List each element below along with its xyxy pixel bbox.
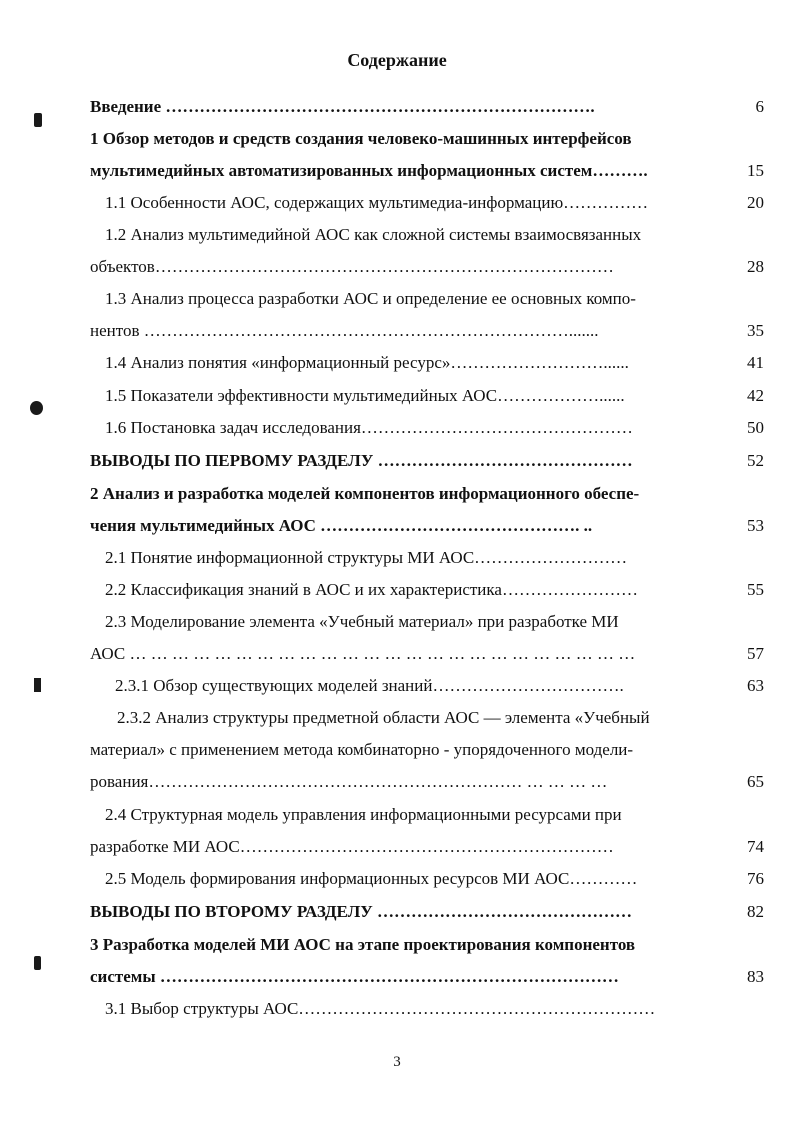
toc-page-2-3-2: 65 [747, 772, 764, 791]
toc-page-2-4: 74 [747, 837, 764, 856]
toc-line-2-4-cont: разработке МИ АОС………………………………………………………… [90, 837, 614, 856]
toc-line-conclusions-1: ВЫВОДЫ ПО ПЕРВОМУ РАЗДЕЛУ ……………………………………… [90, 451, 633, 470]
toc-page-conclusions-2: 82 [747, 902, 764, 921]
toc-line-chapter-3: 3 Разработка моделей МИ АОС на этапе проектирования компонентов [90, 935, 636, 954]
toc-line-1-2: 1.2 Анализ мультимедийной АОС как сложной системы взаимосвязанных [105, 225, 642, 244]
scan-speck [30, 401, 43, 415]
toc-page-1-2: 28 [747, 257, 764, 276]
toc-page-conclusions-1: 52 [747, 451, 764, 470]
toc-line-2-3-1: 2.3.1 Обзор существующих моделей знаний……………………………. [115, 676, 624, 695]
toc-line-1-4: 1.4 Анализ понятия «информационный ресурс»………………………...... [105, 353, 629, 372]
toc-line-1-5: 1.5 Показатели эффективности мультимедийных АОС………………...... [105, 386, 625, 405]
toc-line-2-2: 2.2 Классификация знаний в АОС и их характеристика…………………… [105, 580, 638, 599]
toc-line-2-3-2-cont2: рования………………………………………………………… … … … … [90, 772, 608, 791]
toc-line-chapter-1-cont: мультимедийных автоматизированных информационных систем………. [90, 161, 648, 180]
toc-line-chapter-2-cont: чения мультимедийных АОС ………………………………………. .. [90, 516, 593, 535]
toc-page-1-1: 20 [747, 193, 764, 212]
toc-page-2-2: 55 [747, 580, 764, 599]
toc-line-1-2-cont: объектов……………………………………………………………………… [90, 257, 614, 276]
toc-line-2-3-2: 2.3.2 Анализ структуры предметной области АОС — элемента «Учебный [117, 708, 650, 727]
toc-page-2-3-1: 63 [747, 676, 764, 695]
toc-line-2-3-cont: АОС … … … … … … … … … … … … … … … … … … … … … … … … [90, 644, 636, 663]
toc-page-chapter-2: 53 [747, 516, 764, 535]
toc-line-conclusions-2: ВЫВОДЫ ПО ВТОРОМУ РАЗДЕЛУ ……………………………………… [90, 902, 633, 921]
toc-page-chapter-3: 83 [747, 967, 764, 986]
toc-line-2-3: 2.3 Моделирование элемента «Учебный материал» при разработке МИ [105, 612, 619, 631]
scan-speck [34, 113, 42, 127]
toc-page-1-4: 41 [747, 353, 764, 372]
toc-page-1-6: 50 [747, 418, 764, 437]
toc-line-1-3-cont: нентов …………………………………………………………………....... [90, 321, 599, 340]
toc-line-intro: Введение …………………………………………………………………. [90, 97, 595, 116]
toc-line-1-1: 1.1 Особенности АОС, содержащих мультимедиа-информацию…………… [105, 193, 649, 212]
toc-line-chapter-2: 2 Анализ и разработка моделей компонентов информационного обеспе- [90, 484, 640, 503]
toc-line-chapter-3-cont: системы ……………………………………………………………………… [90, 967, 619, 986]
toc-line-2-4: 2.4 Структурная модель управления информационными ресурсами при [105, 805, 622, 824]
page-number: 3 [393, 1054, 401, 1070]
toc-line-1-6: 1.6 Постановка задач исследования………………………………………… [105, 418, 633, 437]
toc-page-2-5: 76 [747, 869, 764, 888]
toc-line-2-3-2-cont: материал» с применением метода комбинаторно - упорядоченного модели- [90, 740, 634, 759]
toc-page-intro: 6 [755, 97, 764, 116]
scan-speck [34, 956, 41, 970]
toc-page-2-3: 57 [747, 644, 764, 663]
page-title: Содержание [347, 50, 447, 70]
toc-line-2-5: 2.5 Модель формирования информационных ресурсов МИ АОС………… [105, 869, 638, 888]
toc-page-chapter-1: 15 [747, 161, 764, 180]
scan-speck [34, 678, 41, 692]
toc-line-2-1: 2.1 Понятие информационной структуры МИ АОС……………………… [105, 548, 628, 567]
toc-line-chapter-1: 1 Обзор методов и средств создания человеко-машинных интерфейсов [90, 129, 632, 148]
toc-page-1-3: 35 [747, 321, 764, 340]
toc-page-1-5: 42 [747, 386, 764, 405]
toc-line-1-3: 1.3 Анализ процесса разработки АОС и определение ее основных компо- [105, 289, 636, 308]
toc-line-3-1: 3.1 Выбор структуры АОС……………………………………………………… [105, 999, 656, 1018]
